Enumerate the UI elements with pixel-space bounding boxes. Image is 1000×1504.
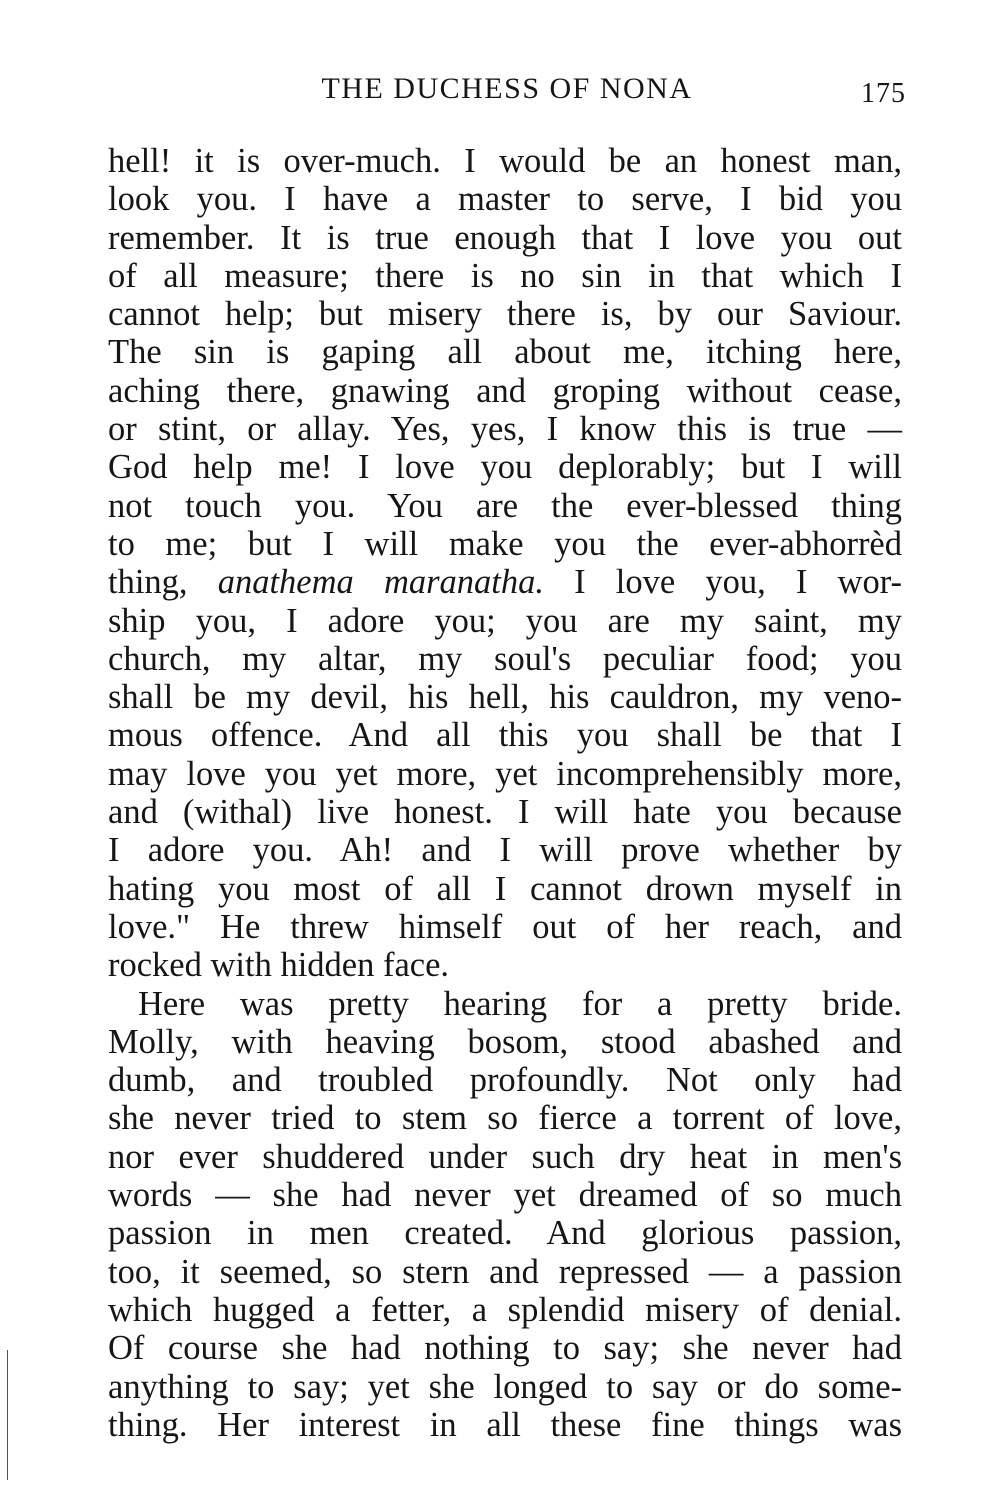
text-line: hating you most of all I cannot drown myself in [108, 869, 902, 908]
text-line: anything to say; yet she longed to say or do some- [108, 1367, 902, 1406]
text-line: hell! it is over-much. I would be an honest man, [108, 142, 902, 180]
text-line: too, it seemed, so stern and repressed — a passion [108, 1252, 902, 1291]
text-line: church, my altar, my soul's peculiar food; you [108, 639, 902, 678]
text-line: she never tried to stem so fierce a torrent of love, [108, 1099, 902, 1138]
text-line: rocked with hidden face. [108, 946, 450, 985]
text-line: which hugged a fetter, a splendid misery of denial. [108, 1290, 902, 1329]
text-line: thing. Her interest in all these fine things was [108, 1405, 902, 1444]
paragraph-1 [108, 142, 902, 985]
text-line: The sin is gaping all about me, itching here, [108, 333, 902, 372]
text-line-with-italic [108, 563, 902, 601]
text-line: ship you, I adore you; you are my saint, my [108, 601, 902, 640]
text-line: God help me! I love you deplorably; but I will [108, 448, 902, 487]
text-line: or stint, or allay. Yes, yes, I know this is true — [108, 410, 902, 449]
body-text [108, 142, 902, 1444]
running-title: THE DUCHESS OF NONA [321, 72, 693, 105]
text-line: look you. I have a master to serve, I bid you [108, 180, 902, 219]
text-line: shall be my devil, his hell, his cauldron, my veno- [108, 678, 902, 717]
text-line: not touch you. You are the ever-blessed thing [108, 486, 902, 525]
text-line: love." He threw himself out of her reach, and [108, 907, 902, 946]
text-line: cannot help; but misery there is, by our Saviour. [108, 295, 902, 334]
text-line: Of course she had nothing to say; she never had [108, 1329, 902, 1368]
text-line: Here was pretty hearing for a pretty bride. [138, 984, 902, 1023]
text-line: may love you yet more, yet incomprehensibly more, [108, 754, 902, 793]
running-head [108, 72, 906, 112]
margin-rule [7, 1350, 8, 1480]
text-line: I adore you. Ah! and I will prove whether by [108, 831, 902, 870]
text-segment: thing, [108, 563, 218, 602]
text-line: and (withal) live honest. I will hate you because [108, 793, 902, 832]
text-line: words — she had never yet dreamed of so much [108, 1176, 902, 1215]
text-line: to me; but I will make you the ever-abhorrèd [108, 524, 902, 563]
page-number: 175 [861, 78, 906, 109]
text-line: of all measure; there is no sin in that which I [108, 256, 902, 295]
text-line: passion in men created. And glorious passion, [108, 1214, 902, 1253]
text-line: aching there, gnawing and groping without cease, [108, 371, 902, 410]
paragraph-2 [108, 985, 902, 1445]
text-line: dumb, and troubled profoundly. Not only had [108, 1061, 902, 1100]
text-line: remember. It is true enough that I love you out [108, 218, 902, 257]
text-line: mous offence. And all this you shall be that I [108, 716, 902, 755]
text-segment: I love you, I wor- [544, 563, 903, 602]
italic-phrase: anathema maranatha. [217, 563, 544, 602]
text-line: nor ever shuddered under such dry heat in men's [108, 1137, 902, 1176]
text-line: Molly, with heaving bosom, stood abashed and [108, 1022, 902, 1061]
